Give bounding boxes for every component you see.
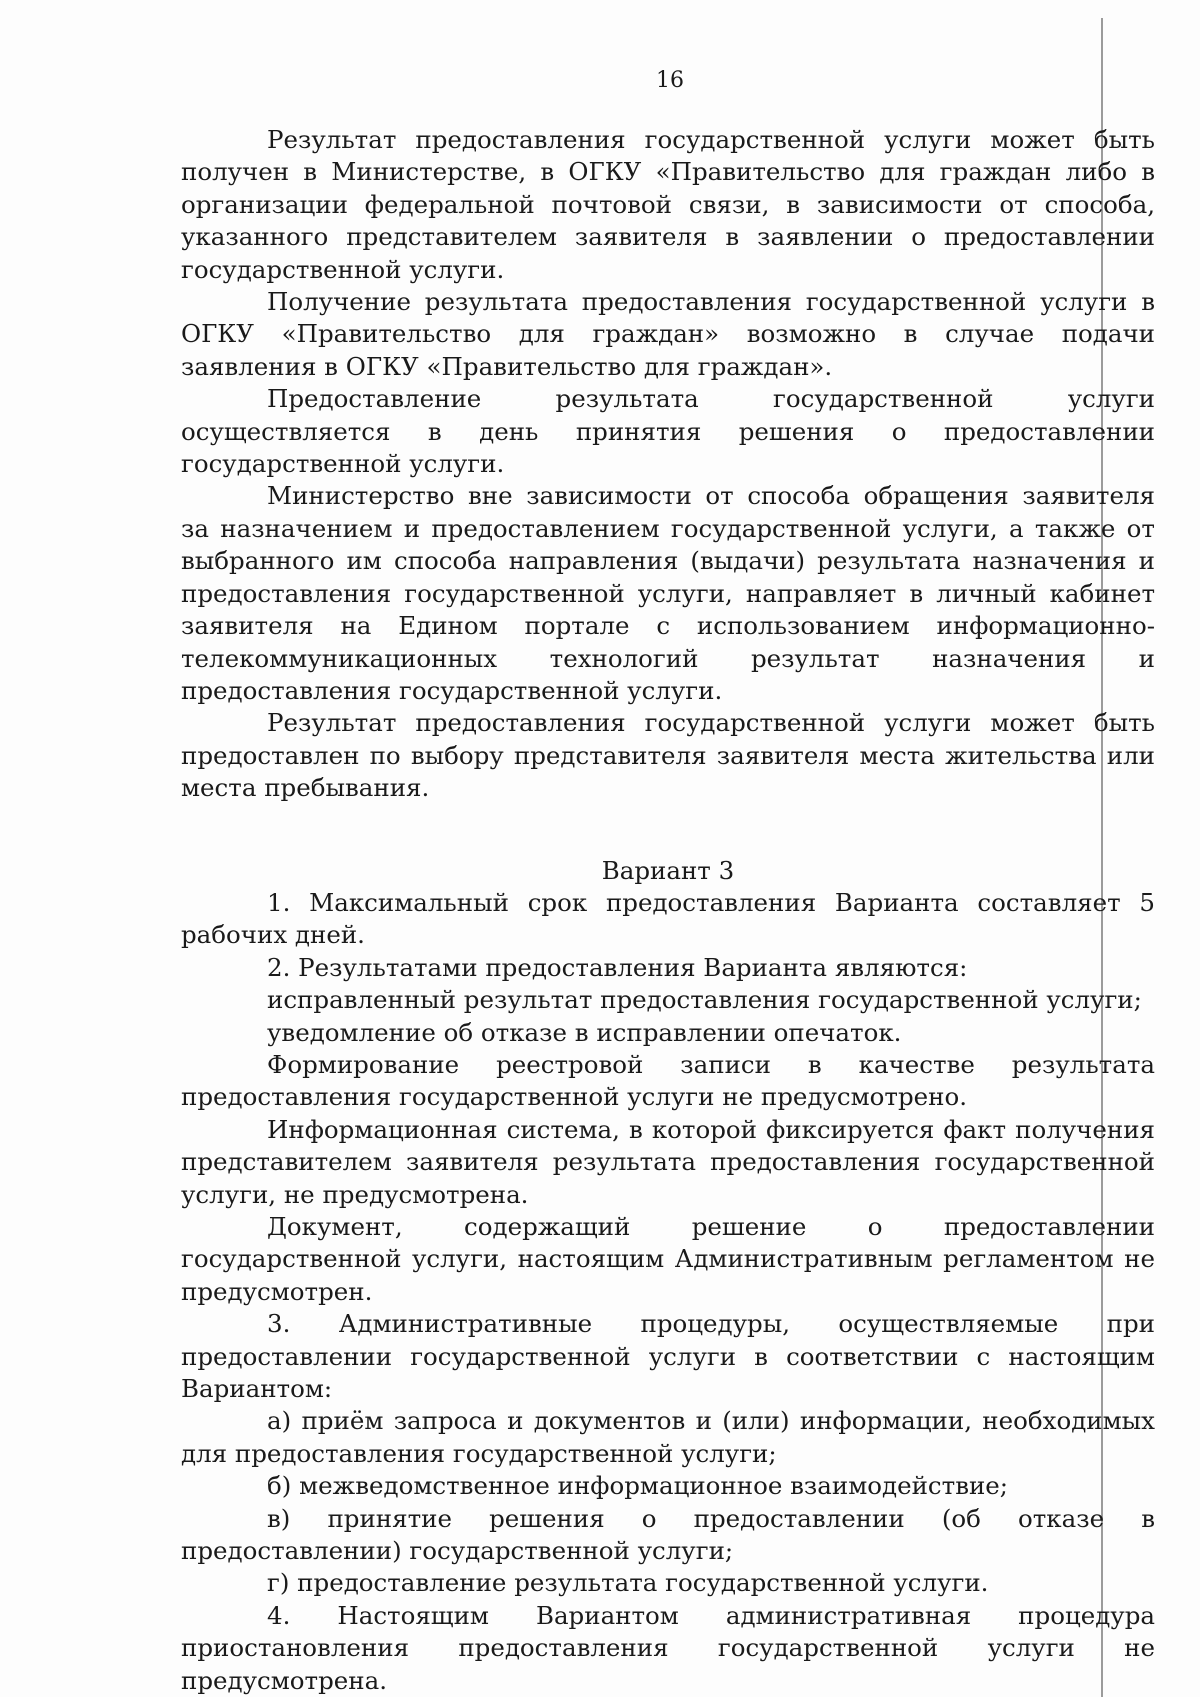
paragraph-suspension: 4. Настоящим Вариантом административная процедура приостановления предоставления государственной услуги не предусмотрена. <box>181 1600 1155 1695</box>
paragraph-decision-document: Документ, содержащий решение о предоставлении государственной услуги, настоящим Административным регламентом не предусмотрен. <box>181 1212 1155 1306</box>
paragraph-ministry-sends-to-cabinet: Министерство вне зависимости от способа обращения заявителя за назначением и предоставлением государственной услуги, а также от выбранного им способа направления (выдачи) результата назначения и предоставления государственной услуги, направляет в личный кабинет заявителя на Едином портале с использованием информационно-телекоммуникационных технологий результат назначения и предоставления государственной услуги. <box>181 481 1155 705</box>
paragraph-procedure-c: в) принятие решения о предоставлении (об отказе в предоставлении) государственной услуги; <box>181 1503 1155 1566</box>
paragraph-result-by-residence: Результат предоставления государственной услуги может быть предоставлен по выбору представителя заявителя места жительства или места пребывания. <box>181 708 1155 803</box>
page-number: 16 <box>656 68 684 93</box>
paragraph-max-term: 1. Максимальный срок предоставления Варианта составляет 5 рабочих дней. <box>181 887 1155 950</box>
paragraph-procedure-d: г) предоставление результата государственной услуги. <box>267 1568 989 1598</box>
paragraph-result-delivery-day: Предоставление результата государственной услуги осуществляется в день принятия решения о предоставлении государственной услуги. <box>181 384 1155 479</box>
section-heading-variant-3: Вариант 3 <box>601 855 735 885</box>
paragraph-information-system: Информационная система, в которой фиксируется факт получения представителем заявителя результата предоставления государственной услуги, не предусмотрена. <box>181 1114 1155 1209</box>
paragraph-procedure-a: а) приём запроса и документов и (или) информации, необходимых для предоставления государственной услуги; <box>181 1406 1155 1468</box>
paragraph-procedures-intro: 3. Административные процедуры, осуществляемые при предоставлении государственной услуги в соответствии с настоящим Вариантом: <box>181 1309 1155 1404</box>
paragraph-results-list-intro: 2. Результатами предоставления Варианта являются: <box>267 952 968 982</box>
paragraph-result-corrected: исправленный результат предоставления государственной услуги; <box>267 985 1142 1015</box>
paragraph-result-refusal-notice: уведомление об отказе в исправлении опечаток. <box>267 1017 902 1047</box>
paragraph-procedure-b: б) межведомственное информационное взаимодействие; <box>267 1471 1009 1501</box>
paragraph-result-via-ogku: Получение результата предоставления государственной услуги в ОГКУ «Правительство для граждан» возможно в случае подачи заявления в ОГКУ «Правительство для граждан». <box>181 287 1155 381</box>
paragraph-result-receipt-locations: Результат предоставления государственной услуги может быть получен в Министерстве, в ОГКУ «Правительство для граждан либо в организации федеральной почтовой связи, в зависимости от способа, указанного представителем заявителя в заявлении о предоставлении государственной услуги. <box>181 125 1155 284</box>
paragraph-registry-record: Формирование реестровой записи в качестве результата предоставления государственной услуги не предусмотрено. <box>181 1049 1155 1112</box>
document-body <box>181 124 1155 1697</box>
